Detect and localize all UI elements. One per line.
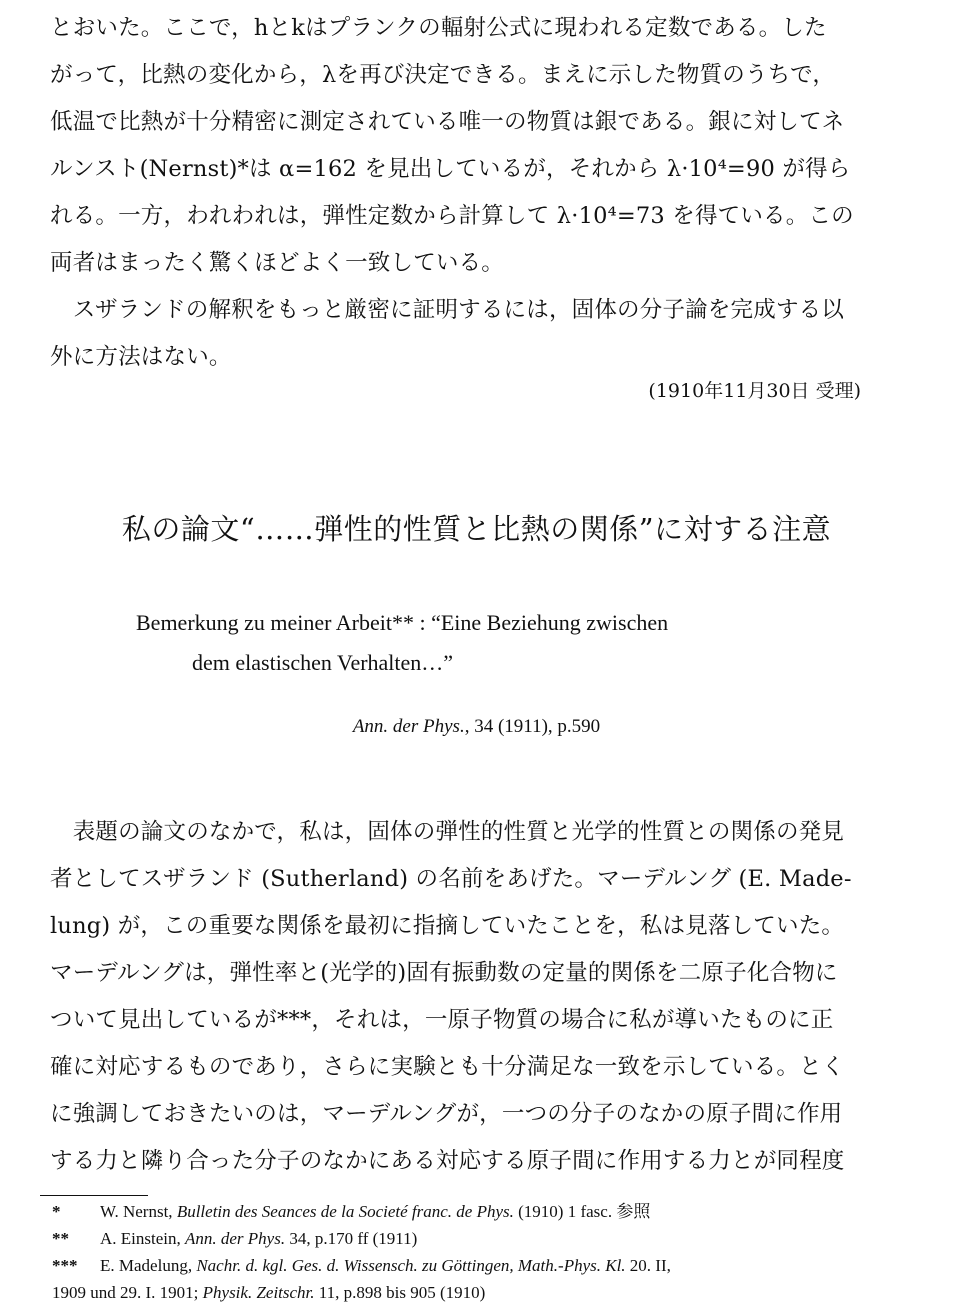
text-line: に強調しておきたいのは，マーデルングが，一つの分子のなかの原子間に作用 bbox=[50, 1101, 843, 1127]
article-subtitle-line-1: Bemerkung zu meiner Arbeit** : “Eine Beziehung zwischen bbox=[136, 610, 669, 635]
text-line: とおいた。ここで，hとkはプランクの輻射公式に現われる定数である。した bbox=[50, 15, 827, 41]
text-line: マーデルングは，弾性率と(光学的)固有振動数の定量的関係を二原子化合物に bbox=[50, 960, 838, 986]
article-title: 私の論文“……弾性的性質と比熱の関係”に対する注意 bbox=[121, 512, 832, 546]
text-line: 両者はまったく驚くほどよく一致している。 bbox=[50, 250, 505, 276]
article-citation bbox=[0, 712, 953, 742]
footnote-journal: Bulletin des Seances de la Societé franc. de Phys. bbox=[176, 1202, 514, 1221]
footnote-author: A. Einstein, bbox=[100, 1229, 185, 1248]
text-line: ルンスト(Nernst)*は α=162 を見出しているが，それから λ·10⁴=90 が得ら bbox=[50, 156, 851, 182]
footnote-1 bbox=[52, 1198, 912, 1226]
footnote-3 bbox=[52, 1252, 912, 1280]
text-line: 外に方法はない。 bbox=[50, 344, 232, 370]
text-line: ついて見出しているが***，それは，一原子物質の場合に私が導いたものに正 bbox=[50, 1007, 834, 1033]
footnote-mark: * bbox=[52, 1202, 61, 1221]
text-line: 者としてスザランド (Sutherland) の名前をあげた。マーデルング (E. Made- bbox=[50, 866, 852, 892]
text-line: lung) が，この重要な関係を最初に指摘していたことを，私は見落していた。 bbox=[50, 913, 845, 939]
footnote-author: E. Madelung, bbox=[100, 1256, 197, 1275]
footnote-mark: *** bbox=[52, 1256, 78, 1275]
footnote-journal: Nachr. d. kgl. Ges. d. Wissensch. zu Göttingen, Math.-Phys. Kl. bbox=[196, 1256, 626, 1275]
footnote-journal: Physik. Zeitschr. bbox=[202, 1283, 315, 1302]
citation-details: , 34 (1911), p.590 bbox=[464, 716, 601, 737]
text-line: 低温で比熱が十分精密に測定されている唯一の物質は銀である。銀に対してネ bbox=[50, 109, 845, 135]
footnote-details: 1909 und 29. I. 1901; bbox=[52, 1283, 203, 1302]
text-line: れる。一方，われわれは，弾性定数から計算して λ·10⁴=73 を得ている。この bbox=[50, 203, 854, 229]
footnote-journal: Ann. der Phys. bbox=[185, 1229, 286, 1248]
text-line: 表題の論文のなかで，私は，固体の弾性的性質と光学的性質との関係の発見 bbox=[50, 819, 845, 845]
footnote-details: (1910) 1 fasc. 参照 bbox=[513, 1202, 651, 1221]
article-subtitle-line-2: dem elastischen Verhalten…” bbox=[192, 650, 454, 675]
footnote-mark: ** bbox=[52, 1229, 69, 1248]
footnote-author: W. Nernst, bbox=[100, 1202, 177, 1221]
footnote-details: 11, p.898 bis 905 (1910) bbox=[314, 1283, 486, 1302]
footnote-3-continued bbox=[52, 1279, 912, 1307]
footnote-divider bbox=[40, 1195, 148, 1196]
footnote-details: 34, p.170 ff (1911) bbox=[285, 1229, 418, 1248]
text-line: する力と隣り合った分子のなかにある対応する原子間に作用する力とが同程度 bbox=[50, 1148, 845, 1174]
footnote-2 bbox=[52, 1225, 912, 1253]
received-date: (1910年11月30日 受理) bbox=[648, 380, 861, 402]
footnote-details: 20. II, bbox=[625, 1256, 671, 1275]
citation-journal: Ann. der Phys. bbox=[352, 716, 465, 737]
text-line: スザランドの解釈をもっと厳密に証明するには，固体の分子論を完成する以 bbox=[50, 297, 845, 323]
text-line: がって，比熱の変化から，λを再び決定できる。まえに示した物質のうちで， bbox=[50, 62, 836, 88]
text-line: 確に対応するものであり，さらに実験とも十分満足な一致を示している。とく bbox=[50, 1054, 845, 1080]
